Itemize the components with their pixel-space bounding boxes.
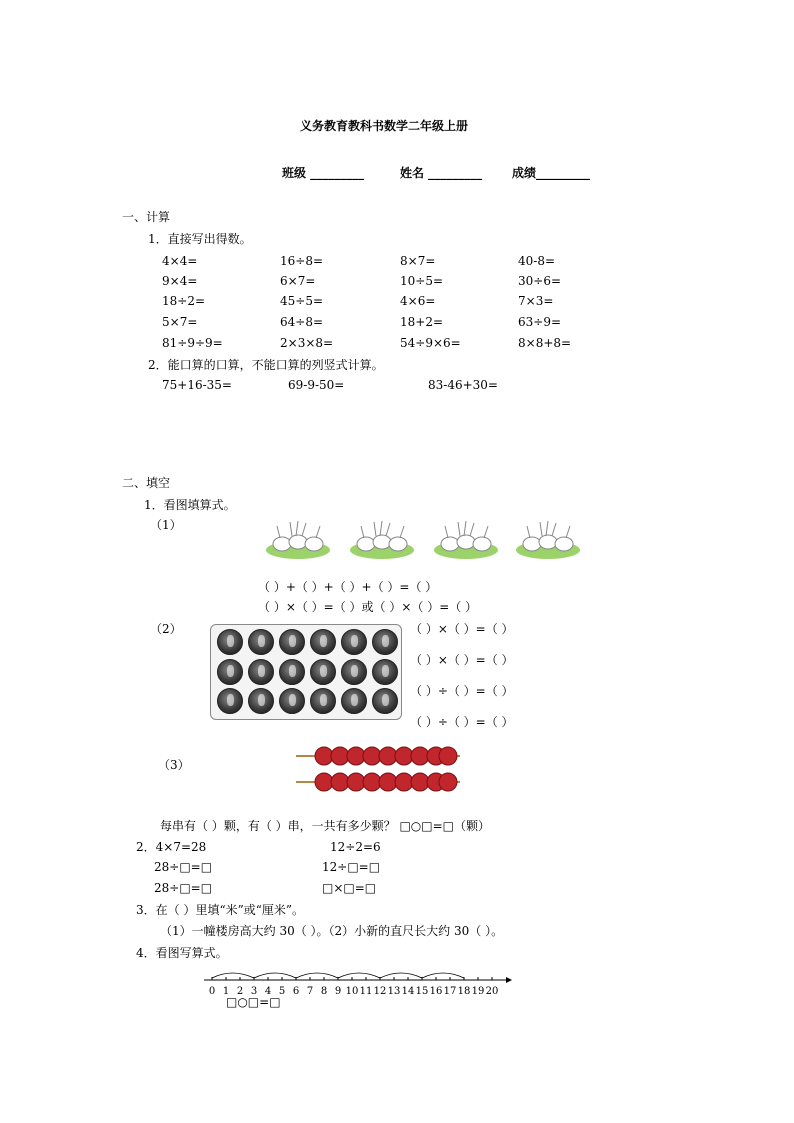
problem-item: 81÷9÷9= — [162, 336, 223, 350]
given-equation: 12÷2=6 — [330, 840, 381, 854]
problem-item: 4×4= — [162, 254, 198, 268]
tick-marks — [212, 977, 492, 980]
tick-label: 13 — [387, 986, 401, 997]
fill-in-equation: （ ）+（ ）+（ ）+（ ）=（ ） — [258, 580, 438, 594]
problem-item: 30÷6= — [518, 274, 562, 288]
coin-icon — [217, 629, 243, 655]
problem-item: 5×7= — [162, 315, 198, 329]
tick-label: 1 — [222, 986, 230, 997]
tick-label: 9 — [334, 986, 342, 997]
fill-in-equation: （ ）×（ ）=（ ） — [410, 622, 514, 636]
rabbit-group-image — [346, 518, 418, 560]
question-label: 1．直接写出得数。 — [148, 232, 252, 246]
coin-icon — [310, 659, 336, 685]
problem-item: 9×4= — [162, 274, 198, 288]
answer-template: □○□=□ — [226, 995, 281, 1009]
coin-icon — [372, 659, 398, 685]
part-label: （2） — [150, 622, 182, 636]
question-label: 2．能口算的口算，不能口算的列竖式计算。 — [148, 358, 384, 372]
tick-label: 10 — [345, 986, 359, 997]
rabbit-group-image — [512, 518, 584, 560]
coin-array-image — [210, 624, 402, 720]
coin-icon — [341, 629, 367, 655]
tick-label: 14 — [401, 986, 415, 997]
problem-item: 69-9-50= — [288, 378, 345, 392]
tick-label: 3 — [250, 986, 258, 997]
problem-item: 83-46+30= — [428, 378, 498, 392]
name-field-label: 姓名 _________ — [400, 166, 483, 180]
coin-icon — [279, 629, 305, 655]
tick-label: 5 — [278, 986, 286, 997]
part-label: （1） — [150, 518, 182, 532]
tick-label: 19 — [471, 986, 485, 997]
tick-label: 18 — [457, 986, 471, 997]
tick-label: 2 — [236, 986, 244, 997]
tick-label: 12 — [373, 986, 387, 997]
fill-in-equation: 28÷□=□ — [154, 881, 213, 895]
page-title: 义务教育教科书数学二年级上册 — [300, 119, 469, 133]
rabbit-group-image — [262, 518, 334, 560]
problem-item: 54÷9×6= — [400, 336, 461, 350]
tick-label: 15 — [415, 986, 429, 997]
problem-item: 18+2= — [400, 315, 444, 329]
question-label: 3．在（ ）里填“米”或“厘米”。 — [136, 903, 304, 917]
fill-in-sentence: （1）一幢楼房高大约 30（ ）。（2）小新的直尺长大约 30（ ）。 — [160, 924, 504, 938]
coin-icon — [248, 659, 274, 685]
problem-item: 45÷5= — [280, 294, 324, 308]
coin-icon — [217, 688, 243, 714]
tick-label: 4 — [264, 986, 272, 997]
tick-label: 11 — [359, 986, 373, 997]
class-field-label: 班级 _________ — [282, 166, 365, 180]
question-label: 2．4×7=28 — [136, 840, 207, 854]
problem-item: 16÷8= — [280, 254, 324, 268]
arrow-head-icon — [506, 977, 512, 983]
problem-item: 6×7= — [280, 274, 316, 288]
problem-item: 2×3×8= — [280, 336, 334, 350]
tick-label: 6 — [292, 986, 300, 997]
problem-item: 18÷2= — [162, 294, 206, 308]
tick-label: 16 — [429, 986, 443, 997]
question-label: 1．看图填算式。 — [144, 498, 236, 512]
tick-label: 0 — [208, 986, 216, 997]
fill-in-equation: （ ）×（ ）=（ ） — [410, 653, 514, 667]
problem-item: 64÷8= — [280, 315, 324, 329]
rabbit-group-image — [430, 518, 502, 560]
coin-icon — [310, 629, 336, 655]
score-field-label: 成绩_________ — [512, 166, 591, 180]
problem-item: 63÷9= — [518, 315, 562, 329]
tick-label: 7 — [306, 986, 314, 997]
coin-icon — [372, 629, 398, 655]
problem-item: 10÷5= — [400, 274, 444, 288]
haw-skewers-image — [296, 744, 460, 796]
coin-icon — [279, 659, 305, 685]
problem-item: 7×3= — [518, 294, 554, 308]
problem-item: 4×6= — [400, 294, 436, 308]
problem-item: 40-8= — [518, 254, 556, 268]
section-heading-fill-in: 二、填空 — [122, 476, 171, 490]
coin-icon — [310, 688, 336, 714]
fill-in-equation: 28÷□=□ — [154, 860, 213, 874]
section-heading-calculation: 一、计算 — [122, 210, 171, 224]
word-problem: 每串有（ ）颗，有（ ）串，一共有多少颗？ □○□=□（颗） — [160, 819, 490, 833]
question-label: 4．看图写算式。 — [136, 946, 228, 960]
tick-label: 20 — [485, 986, 499, 997]
coin-icon — [248, 629, 274, 655]
coin-icon — [279, 688, 305, 714]
fill-in-equation: （ ）×（ ）=（ ）或（ ）×（ ）=（ ） — [258, 600, 478, 614]
part-label: （3） — [158, 758, 190, 772]
coin-icon — [341, 659, 367, 685]
tick-label: 17 — [443, 986, 457, 997]
coin-icon — [217, 659, 243, 685]
fill-in-equation: （ ）÷（ ）=（ ） — [410, 684, 514, 698]
problem-item: 8×8+8= — [518, 336, 572, 350]
fill-in-equation: （ ）÷（ ）=（ ） — [410, 715, 514, 729]
coin-icon — [372, 688, 398, 714]
fill-in-equation: 12÷□=□ — [322, 860, 381, 874]
coin-icon — [248, 688, 274, 714]
fill-in-equation: □×□=□ — [322, 881, 377, 895]
coin-icon — [341, 688, 367, 714]
problem-item: 75+16-35= — [162, 378, 232, 392]
problem-item: 8×7= — [400, 254, 436, 268]
tick-label: 8 — [320, 986, 328, 997]
